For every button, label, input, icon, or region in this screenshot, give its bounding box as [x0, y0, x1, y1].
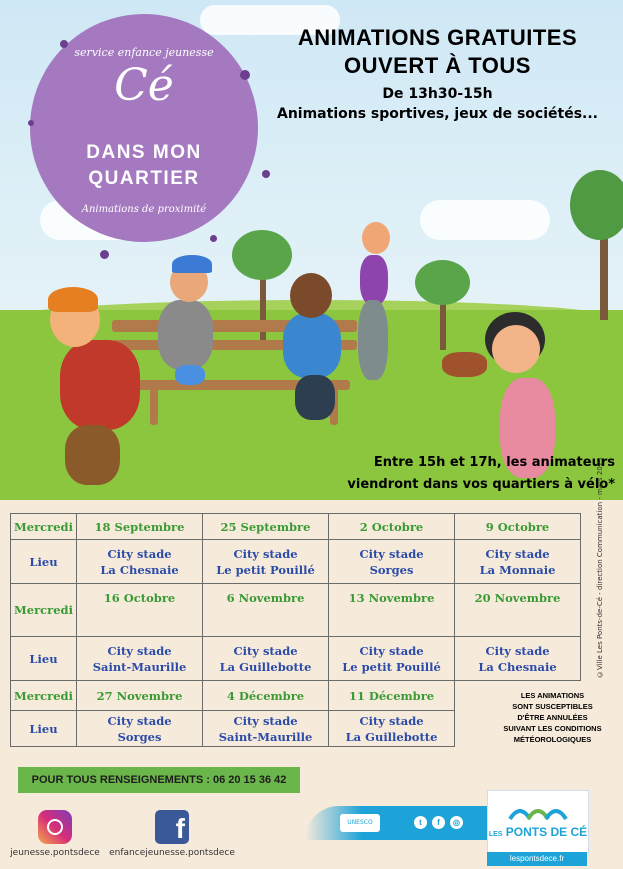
place-cell: [455, 637, 581, 681]
facebook-small-icon[interactable]: f: [432, 816, 445, 829]
place-cell: [203, 637, 329, 681]
dot-decoration: [210, 235, 217, 242]
dot-decoration: [28, 120, 34, 126]
instagram-icon: [38, 810, 72, 844]
date-cell: 13 Novembre: [329, 584, 455, 637]
dog-figure: [442, 352, 487, 377]
place-name: La Monnaie: [479, 562, 556, 577]
place-cell: [329, 637, 455, 681]
place-type: City stade: [485, 546, 550, 561]
date-cell: 4 Décembre: [203, 681, 329, 711]
table-row: [11, 584, 581, 637]
place-type: City stade: [359, 643, 424, 658]
brand-title: PONTS DE CÉ: [505, 825, 588, 839]
place-name: Le petit Pouillé: [216, 562, 315, 577]
brand-url[interactable]: lespontsdece.fr: [487, 852, 587, 866]
place-cell: [77, 711, 203, 747]
notice-line: SUIVANT LES CONDITIONS: [503, 724, 602, 733]
place-type: City stade: [359, 546, 424, 561]
velo-line1: Entre 15h et 17h, les animateurs: [373, 455, 615, 470]
dot-decoration: [100, 250, 109, 259]
place-name: Sorges: [117, 729, 162, 744]
notice-line: LES ANIMATIONS: [520, 691, 585, 700]
place-label: Lieu: [11, 540, 77, 584]
place-type: City stade: [359, 713, 424, 728]
date-cell: 18 Septembre: [77, 514, 203, 540]
day-label: Mercredi: [11, 514, 77, 540]
logo-title-line1: DANS MON: [86, 142, 202, 163]
footer-band: [305, 806, 495, 840]
title-line2: OUVERT À TOUS: [343, 53, 531, 78]
place-name: La Guillebotte: [345, 729, 438, 744]
date-cell: 6 Novembre: [203, 584, 329, 637]
instagram-handle: jeunesse.pontsdece: [10, 848, 100, 858]
date-cell: 20 Novembre: [455, 584, 581, 637]
brand-name: [488, 825, 588, 839]
logo-title: [30, 140, 258, 192]
notice-line: D'ÊTRE ANNULÉES: [517, 713, 588, 722]
table-row: [11, 514, 581, 540]
date-cell: 11 Décembre: [329, 681, 455, 711]
date-cell: 25 Septembre: [203, 514, 329, 540]
place-cell: [455, 540, 581, 584]
date-cell: 16 Octobre: [77, 584, 203, 637]
place-cell: [329, 711, 455, 747]
unesco-logo: UNESCO: [340, 814, 380, 832]
header-text: [255, 24, 620, 122]
logo-tagline: service enfance jeunesse: [74, 46, 214, 59]
facebook-handle: enfancejeunesse.pontsdece: [109, 848, 235, 858]
credit-text: ©Ville Les Ponts-de-Cé - direction Communication - mars 2023: [596, 457, 604, 678]
dot-decoration: [262, 170, 270, 178]
place-type: City stade: [233, 643, 298, 658]
place-type: City stade: [107, 546, 172, 561]
place-cell: [77, 637, 203, 681]
place-type: City stade: [233, 546, 298, 561]
place-name: Le petit Pouillé: [342, 659, 441, 674]
logo-ce: Cé: [114, 60, 174, 111]
title-line1: ANIMATIONS GRATUITES: [297, 25, 578, 50]
logo-circle: [30, 14, 258, 242]
bridge-arcs-icon: [508, 801, 568, 821]
instagram-link[interactable]: [10, 810, 100, 858]
place-label: Lieu: [11, 637, 77, 681]
brand-logo: [487, 790, 589, 854]
day-label: Mercredi: [11, 681, 77, 711]
velo-text: [270, 452, 615, 496]
woman-jogger-figure: [492, 325, 540, 373]
boy-figure: [60, 340, 140, 430]
runner-figure: [360, 255, 388, 305]
notice-line: SONT SUSCEPTIBLES: [512, 702, 593, 711]
dot-decoration: [240, 70, 250, 80]
brand-prefix: LES: [488, 831, 503, 838]
day-label: Mercredi: [11, 584, 77, 637]
place-name: La Guillebotte: [219, 659, 312, 674]
info-phone-bar: POUR TOUS RENSEIGNEMENTS : 06 20 15 36 42: [18, 767, 300, 793]
teen-figure: [158, 300, 213, 370]
notice-line: MÉTÉOROLOGIQUES: [513, 735, 592, 744]
facebook-icon: f: [155, 810, 189, 844]
facebook-link[interactable]: [102, 810, 242, 858]
place-name: Sorges: [369, 562, 414, 577]
place-name: La Chesnaie: [478, 659, 557, 674]
place-type: City stade: [233, 713, 298, 728]
hours-text: De 13h30-15h: [382, 86, 493, 102]
date-cell: 9 Octobre: [455, 514, 581, 540]
place-cell: [329, 540, 455, 584]
girl-reading-figure: [283, 313, 341, 378]
place-name: Saint-Maurille: [92, 659, 187, 674]
place-type: City stade: [485, 643, 550, 658]
logo-subtitle: Animations de proximité: [81, 204, 207, 215]
table-row: [11, 637, 581, 681]
date-cell: 2 Octobre: [329, 514, 455, 540]
instagram-small-icon[interactable]: ◎: [450, 816, 463, 829]
place-cell: [203, 540, 329, 584]
place-cell: [77, 540, 203, 584]
place-label: Lieu: [11, 711, 77, 747]
logo-title-line2: QUARTIER: [88, 168, 200, 189]
table-row: [11, 540, 581, 584]
place-type: City stade: [107, 713, 172, 728]
dot-decoration: [60, 40, 68, 48]
date-cell: 27 Novembre: [77, 681, 203, 711]
place-cell: [203, 711, 329, 747]
activities-text: Animations sportives, jeux de sociétés...: [276, 106, 598, 122]
place-name: La Chesnaie: [100, 562, 179, 577]
place-name: Saint-Maurille: [218, 729, 313, 744]
place-type: City stade: [107, 643, 172, 658]
velo-line2: viendront dans vos quartiers à vélo*: [347, 477, 615, 492]
weather-notice: [495, 690, 610, 745]
twitter-icon[interactable]: t: [414, 816, 427, 829]
